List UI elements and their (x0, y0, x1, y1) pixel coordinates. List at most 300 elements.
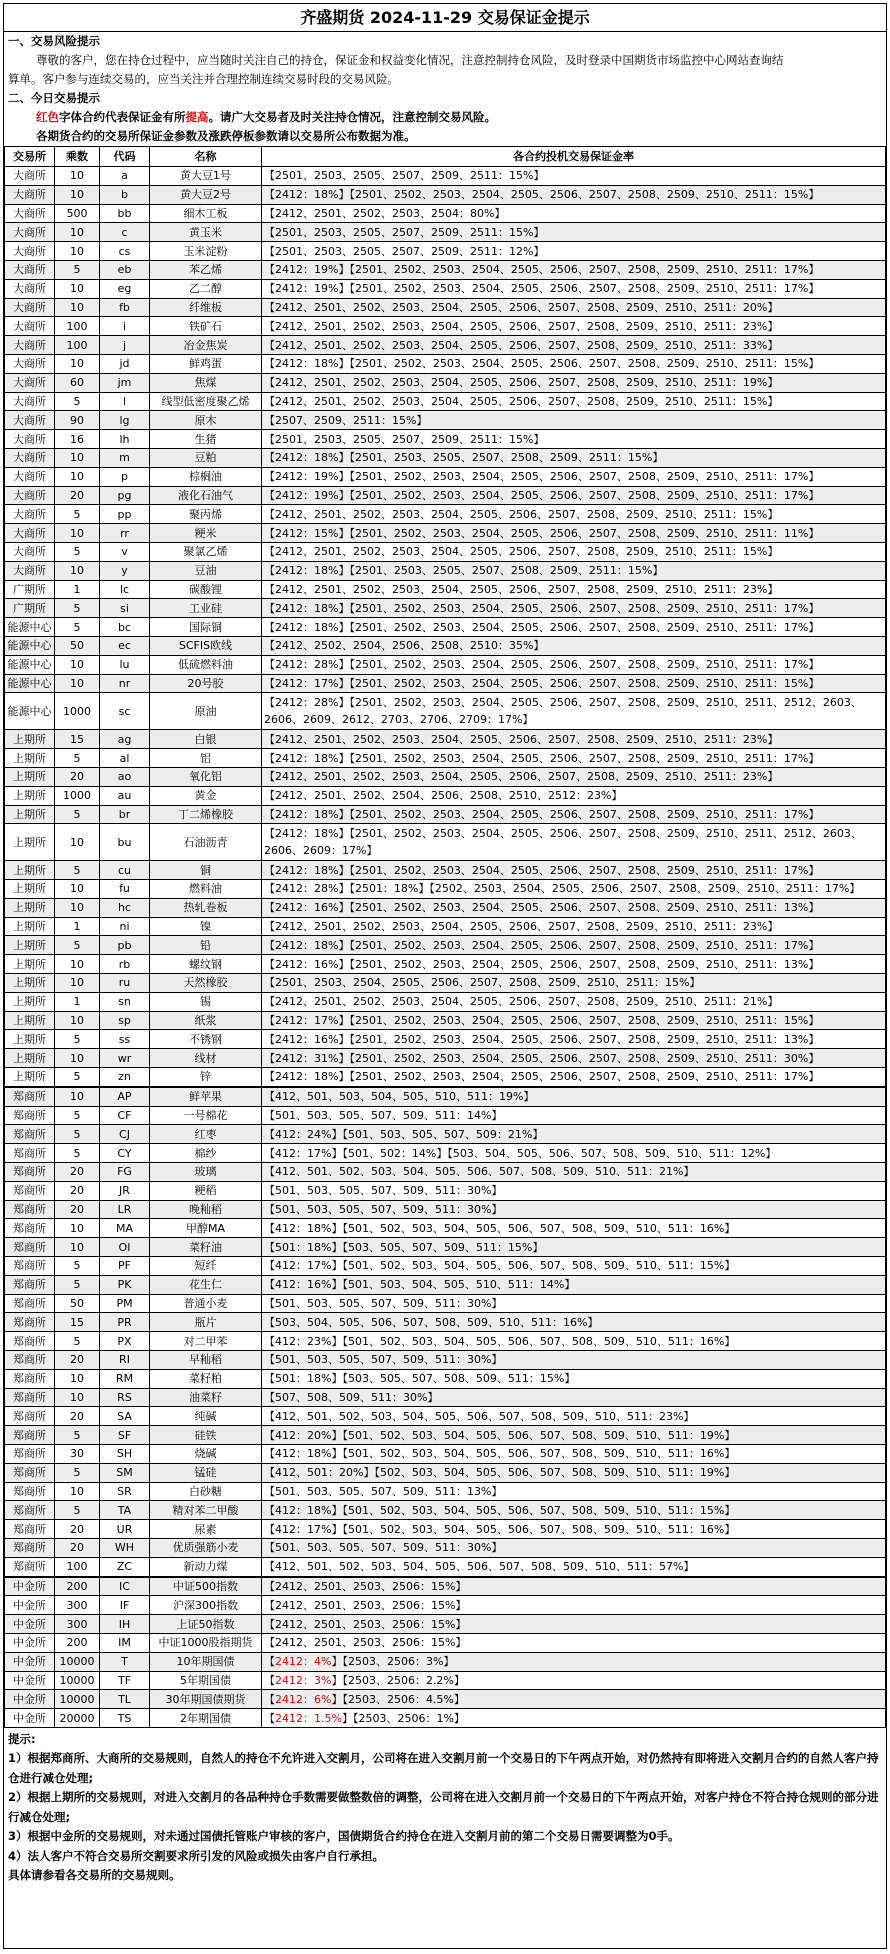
cell-name: 粳米 (150, 524, 262, 543)
cell-name: 锌 (150, 1068, 262, 1087)
cell-name: 原木 (150, 411, 262, 430)
cell-name: 热轧卷板 (150, 898, 262, 917)
cell-exchange: 大商所 (5, 448, 55, 467)
cell-exchange: 上期所 (5, 824, 55, 861)
cell-code: SR (100, 1482, 150, 1501)
cell-code: PR (100, 1313, 150, 1332)
cell-code: SM (100, 1463, 150, 1482)
cell-code: sn (100, 992, 150, 1011)
table-row (5, 1106, 886, 1125)
cell-exchange: 郑商所 (5, 1463, 55, 1482)
cell-multiplier: 10 (55, 898, 100, 917)
cell-multiplier: 16 (55, 430, 100, 449)
cell-multiplier: 20 (55, 1181, 100, 1200)
cell-multiplier: 10 (55, 223, 100, 242)
table-row (5, 1351, 886, 1370)
cell-margin-rate: 【501、503、505、507、509、511：30%】 (262, 1538, 886, 1557)
cell-name: 棉纱 (150, 1144, 262, 1163)
cell-multiplier: 5 (55, 805, 100, 824)
table-row (5, 636, 886, 655)
red-label: 红色 (36, 110, 59, 124)
cell-code: ss (100, 1030, 150, 1049)
cell-margin-rate: 【2412：18%】【2501、2502、2503、2504、2505、2506、2507、2508、2509、2510、2511：17%】 (262, 1068, 886, 1087)
table-row (5, 1463, 886, 1482)
cell-code: bu (100, 824, 150, 861)
cell-name: 铁矿石 (150, 317, 262, 336)
table-row (5, 880, 886, 899)
cell-multiplier: 10 (55, 1369, 100, 1388)
cell-multiplier: 300 (55, 1615, 100, 1634)
cell-exchange: 郑商所 (5, 1407, 55, 1426)
cell-multiplier: 200 (55, 1633, 100, 1652)
cell-multiplier: 5 (55, 1501, 100, 1520)
cell-multiplier: 5 (55, 1106, 100, 1125)
cell-margin-rate: 【2412：4%】【2503、2506：3%】 (262, 1652, 886, 1671)
cell-margin-rate: 【507、508、509、511：30%】 (262, 1388, 886, 1407)
cell-exchange: 郑商所 (5, 1087, 55, 1106)
cell-exchange: 大商所 (5, 505, 55, 524)
cell-code: ao (100, 767, 150, 786)
header-margin-rate: 各合约投机交易保证金率 (262, 147, 886, 167)
cell-margin-rate: 【2412：18%】【2501、2502、2503、2504、2505、2506、2507、2508、2509、2510、2511：17%】 (262, 618, 886, 637)
cell-name: 棕榈油 (150, 467, 262, 486)
cell-exchange: 大商所 (5, 467, 55, 486)
cell-exchange: 能源中心 (5, 674, 55, 693)
today-line-1-end: 。请广大交易者及时关注持仓情况，注意控制交易风险。 (208, 110, 496, 124)
cell-margin-rate: 【412：18%】【501、502、503、504、505、506、507、508、509、510、511：16%】 (262, 1445, 886, 1464)
cell-margin-rate: 【501、503、505、507、509、511：30%】 (262, 1181, 886, 1200)
table-row (5, 786, 886, 805)
cell-name: 10年期国债 (150, 1652, 262, 1671)
cell-multiplier: 5 (55, 1030, 100, 1049)
cell-multiplier: 10 (55, 561, 100, 580)
cell-name: 20号胶 (150, 674, 262, 693)
table-row (5, 618, 886, 637)
cell-margin-rate: 【2412、2501、2503、2506：15%】 (262, 1596, 886, 1615)
cell-code: CY (100, 1144, 150, 1163)
cell-name: 甲醇MA (150, 1219, 262, 1238)
cell-multiplier: 1000 (55, 786, 100, 805)
cell-code: TF (100, 1671, 150, 1690)
cell-name: 5年期国债 (150, 1671, 262, 1690)
cell-name: 原油 (150, 693, 262, 730)
table-row (5, 580, 886, 599)
cell-exchange: 大商所 (5, 524, 55, 543)
cell-multiplier: 5 (55, 1144, 100, 1163)
table-row (5, 1163, 886, 1182)
cell-multiplier: 5 (55, 861, 100, 880)
table-row (5, 674, 886, 693)
cell-multiplier: 5 (55, 392, 100, 411)
tip-5: 具体请参看各交易所的交易规则。 (8, 1868, 181, 1883)
cell-code: OI (100, 1238, 150, 1257)
cell-code: pb (100, 936, 150, 955)
cell-exchange: 郑商所 (5, 1520, 55, 1539)
cell-margin-rate: 【2412、2501、2502、2503、2504、2505、2506、2507、2508、2509、2510、2511：19%】 (262, 373, 886, 392)
table-row (5, 599, 886, 618)
cell-margin-rate: 【2412、2501、2502、2503、2504、2505、2506、2507、2508、2509、2510、2511：21%】 (262, 992, 886, 1011)
today-line-2: 各期货合约的交易所保证金参数及涨跌停板参数请以交易所公布数据为准。 (36, 129, 416, 143)
cell-name: 工业硅 (150, 599, 262, 618)
cell-code: m (100, 448, 150, 467)
cell-code: v (100, 542, 150, 561)
cell-multiplier: 300 (55, 1596, 100, 1615)
cell-multiplier: 5 (55, 1426, 100, 1445)
table-row (5, 1219, 886, 1238)
cell-name: 黄玉米 (150, 223, 262, 242)
cell-margin-rate: 【412、501：20%】【502、503、504、505、506、507、508、509、510、511：19%】 (262, 1463, 886, 1482)
cell-code: ru (100, 974, 150, 993)
cell-multiplier: 30 (55, 1445, 100, 1464)
cell-exchange: 大商所 (5, 279, 55, 298)
table-row (5, 1633, 886, 1652)
cell-multiplier: 10 (55, 279, 100, 298)
cell-name: 一号棉花 (150, 1106, 262, 1125)
cell-exchange: 郑商所 (5, 1388, 55, 1407)
cell-exchange: 大商所 (5, 411, 55, 430)
cell-margin-rate: 【2501、2503、2505、2507、2509、2511：15%】 (262, 167, 886, 186)
cell-exchange: 大商所 (5, 317, 55, 336)
cell-multiplier: 1 (55, 580, 100, 599)
cell-name: 铝 (150, 749, 262, 768)
cell-multiplier: 20 (55, 1351, 100, 1370)
cell-multiplier: 10 (55, 354, 100, 373)
tips-section (4, 1728, 886, 1886)
cell-exchange: 郑商所 (5, 1144, 55, 1163)
cell-exchange: 上期所 (5, 767, 55, 786)
cell-margin-rate: 【412：18%】【501、502、503、504、505、506、507、508、509、510、511：15%】 (262, 1501, 886, 1520)
cell-name: 铅 (150, 936, 262, 955)
cell-name: 聚氯乙烯 (150, 542, 262, 561)
cell-code: si (100, 599, 150, 618)
cell-margin-rate: 【2412：18%】【2501、2502、2503、2504、2505、2506、2507、2508、2509、2510、2511：17%】 (262, 805, 886, 824)
cell-code: lc (100, 580, 150, 599)
cell-exchange: 大商所 (5, 561, 55, 580)
margin-table-body (5, 147, 886, 1728)
cell-name: 黄金 (150, 786, 262, 805)
cell-name: 鲜苹果 (150, 1087, 262, 1106)
cell-code: lg (100, 411, 150, 430)
table-row (5, 448, 886, 467)
cell-name: 粳稻 (150, 1181, 262, 1200)
cell-margin-rate: 【2412：3%】【2503、2506：2.2%】 (262, 1671, 886, 1690)
cell-name: 氧化铝 (150, 767, 262, 786)
cell-code: CF (100, 1106, 150, 1125)
cell-margin-rate: 【501：18%】【503、505、507、508、509、511：15%】 (262, 1369, 886, 1388)
cell-code: jm (100, 373, 150, 392)
cell-multiplier: 5 (55, 542, 100, 561)
cell-name: 晚籼稻 (150, 1200, 262, 1219)
cell-code: SA (100, 1407, 150, 1426)
cell-margin-rate: 【2412、2502、2504、2506、2508、2510：35%】 (262, 636, 886, 655)
cell-name: 早籼稻 (150, 1351, 262, 1370)
cell-code: RM (100, 1369, 150, 1388)
cell-exchange: 上期所 (5, 936, 55, 955)
cell-code: IM (100, 1633, 150, 1652)
cell-margin-rate: 【2412：18%】【2501、2502、2503、2504、2505、2506、2507、2508、2509、2510、2511：17%】 (262, 861, 886, 880)
cell-name: 尿素 (150, 1520, 262, 1539)
cell-exchange: 大商所 (5, 373, 55, 392)
cell-exchange: 大商所 (5, 354, 55, 373)
cell-exchange: 能源中心 (5, 618, 55, 637)
cell-exchange: 郑商所 (5, 1238, 55, 1257)
cell-margin-rate: 【2412、2501、2502、2503、2504、2505、2506、2507、2508、2509、2510、2511：15%】 (262, 542, 886, 561)
cell-multiplier: 20 (55, 767, 100, 786)
cell-exchange: 上期所 (5, 992, 55, 1011)
table-row (5, 167, 886, 186)
cell-multiplier: 10 (55, 1087, 100, 1106)
cell-exchange: 大商所 (5, 223, 55, 242)
cell-exchange: 中金所 (5, 1596, 55, 1615)
cell-margin-rate: 【412：17%】【501、502、503、504、505、506、507、508、509、510、511：16%】 (262, 1520, 886, 1539)
cell-code: lu (100, 655, 150, 674)
table-row (5, 1615, 886, 1634)
cell-code: PX (100, 1332, 150, 1351)
risk-line-1: 尊敬的客户，您在持仓过程中，应当随时关注自己的持仓，保证金和权益变化情况，注意控制持仓风险，及时登录中国期货市场监控中心网站查询结 (36, 53, 784, 67)
cell-multiplier: 20 (55, 1520, 100, 1539)
cell-code: lh (100, 430, 150, 449)
cell-exchange: 大商所 (5, 167, 55, 186)
cell-margin-rate: 【2501、2503、2505、2507、2509、2511：15%】 (262, 223, 886, 242)
cell-margin-rate: 【2412：16%】【2501、2502、2503、2504、2505、2506、2507、2508、2509、2510、2511：13%】 (262, 1030, 886, 1049)
raise-label: 提高 (185, 110, 209, 124)
tip-2: 2）根据上期所的交易规则，对进入交割月的各品种持仓手数需要做整数倍的调整，公司将在进入交割月前一个交易日的下午两点开始，对客户持仓不符合持仓规则的部分进行减仓处理; (8, 1790, 879, 1824)
cell-code: pp (100, 505, 150, 524)
cell-multiplier: 5 (55, 260, 100, 279)
cell-name: 纸浆 (150, 1011, 262, 1030)
cell-exchange: 郑商所 (5, 1106, 55, 1125)
header-code: 代码 (100, 147, 150, 167)
cell-name: 鲜鸡蛋 (150, 354, 262, 373)
table-row (5, 1426, 886, 1445)
cell-multiplier: 20 (55, 1538, 100, 1557)
tips-heading: 提示: (8, 1731, 36, 1746)
cell-name: 沪深300指数 (150, 1596, 262, 1615)
cell-code: b (100, 185, 150, 204)
table-row (5, 336, 886, 355)
cell-margin-rate: 【412、501、502、503、504、505、506、507、508、509、510、511：23%】 (262, 1407, 886, 1426)
cell-code: IF (100, 1596, 150, 1615)
cell-name: 白砂糖 (150, 1482, 262, 1501)
cell-margin-rate: 【501、503、505、507、509、511：30%】 (262, 1294, 886, 1313)
margin-table (4, 146, 886, 1728)
table-row (5, 1087, 886, 1106)
cell-exchange: 郑商所 (5, 1501, 55, 1520)
cell-exchange: 中金所 (5, 1615, 55, 1634)
raised-margin-segment: 2412：1.5% (275, 1711, 342, 1725)
cell-name: 不锈钢 (150, 1030, 262, 1049)
table-row (5, 749, 886, 768)
cell-multiplier: 500 (55, 204, 100, 223)
table-row (5, 1652, 886, 1671)
cell-multiplier: 5 (55, 618, 100, 637)
cell-margin-rate: 【412：18%】【501、502、503、504、505、506、507、508、509、510、511：16%】 (262, 1219, 886, 1238)
cell-code: eg (100, 279, 150, 298)
cell-multiplier: 10 (55, 824, 100, 861)
cell-code: UR (100, 1520, 150, 1539)
cell-margin-rate: 【412、501、502、503、504、505、506、507、508、509、510、511：57%】 (262, 1557, 886, 1576)
cell-name: 2年期国债 (150, 1709, 262, 1728)
cell-code: cu (100, 861, 150, 880)
cell-name: 丁二烯橡胶 (150, 805, 262, 824)
cell-multiplier: 10 (55, 242, 100, 261)
table-row (5, 411, 886, 430)
table-row (5, 767, 886, 786)
cell-name: 冶金焦炭 (150, 336, 262, 355)
cell-multiplier: 10 (55, 974, 100, 993)
table-row (5, 354, 886, 373)
cell-name: 30年期国债期货 (150, 1690, 262, 1709)
cell-name: 普通小麦 (150, 1294, 262, 1313)
cell-multiplier: 10 (55, 467, 100, 486)
table-row (5, 467, 886, 486)
cell-multiplier: 10 (55, 298, 100, 317)
table-row (5, 1596, 886, 1615)
cell-name: 硅铁 (150, 1426, 262, 1445)
cell-name: 线型低密度聚乙烯 (150, 392, 262, 411)
table-row (5, 317, 886, 336)
cell-multiplier: 5 (55, 749, 100, 768)
cell-margin-rate: 【2412、2501、2502、2503、2504、2505、2506、2507、2508、2509、2510、2511：15%】 (262, 505, 886, 524)
cell-name: 精对苯二甲酸 (150, 1501, 262, 1520)
cell-exchange: 上期所 (5, 917, 55, 936)
cell-margin-rate: 【2412：16%】【2501、2502、2503、2504、2505、2506、2507、2508、2509、2510、2511：13%】 (262, 898, 886, 917)
cell-multiplier: 90 (55, 411, 100, 430)
cell-exchange: 广期所 (5, 580, 55, 599)
cell-name: 烧碱 (150, 1445, 262, 1464)
cell-code: jd (100, 354, 150, 373)
table-row (5, 1313, 886, 1332)
cell-name: 液化石油气 (150, 486, 262, 505)
cell-name: 豆油 (150, 561, 262, 580)
cell-multiplier: 20000 (55, 1709, 100, 1728)
cell-margin-rate: 【2412、2501、2502、2504、2506、2508、2510、2512：23%】 (262, 786, 886, 805)
table-row (5, 260, 886, 279)
header-exchange: 交易所 (5, 147, 55, 167)
table-row (5, 1388, 886, 1407)
cell-multiplier: 60 (55, 373, 100, 392)
cell-name: 纤维板 (150, 298, 262, 317)
header-name: 名称 (150, 147, 262, 167)
cell-margin-rate: 【412、501、503、504、505、510、511：19%】 (262, 1087, 886, 1106)
cell-multiplier: 15 (55, 730, 100, 749)
cell-exchange: 郑商所 (5, 1482, 55, 1501)
cell-exchange: 大商所 (5, 486, 55, 505)
cell-exchange: 郑商所 (5, 1369, 55, 1388)
cell-margin-rate: 【2412：28%】【2501、2502、2503、2504、2505、2506、2507、2508、2509、2510、2511：17%】 (262, 655, 886, 674)
table-row (5, 1709, 886, 1728)
cell-name: 石油沥青 (150, 824, 262, 861)
cell-exchange: 中金所 (5, 1652, 55, 1671)
cell-multiplier: 10 (55, 1238, 100, 1257)
table-row (5, 1011, 886, 1030)
cell-exchange: 中金所 (5, 1690, 55, 1709)
cell-exchange: 上期所 (5, 1049, 55, 1068)
cell-exchange: 郑商所 (5, 1332, 55, 1351)
cell-margin-rate: 【501、503、505、507、509、511：13%】 (262, 1482, 886, 1501)
cell-code: WH (100, 1538, 150, 1557)
cell-margin-rate: 【2412、2501、2503、2506：15%】 (262, 1615, 886, 1634)
cell-code: eb (100, 260, 150, 279)
cell-multiplier: 10000 (55, 1690, 100, 1709)
cell-code: TA (100, 1501, 150, 1520)
cell-multiplier: 100 (55, 336, 100, 355)
cell-multiplier: 1 (55, 992, 100, 1011)
tip-1: 1）根据郑商所、大商所的交易规则，自然人的持仓不允许进入交割月，公司将在进入交割月前一个交易日的下午两点开始，对仍然持有即将进入交割月合约的自然人客户持仓进行减仓处理; (8, 1751, 879, 1785)
cell-margin-rate: 【412：24%】【501、503、505、507、509：21%】 (262, 1125, 886, 1144)
cell-margin-rate: 【2412、2501、2502、2503、2504、2505、2506、2507、2508、2509、2510、2511：23%】 (262, 767, 886, 786)
cell-name: 短纤 (150, 1257, 262, 1276)
cell-code: ag (100, 730, 150, 749)
cell-margin-rate: 【412：23%】【501、502、503、504、505、506、507、508、509、510、511：16%】 (262, 1332, 886, 1351)
table-row (5, 898, 886, 917)
cell-multiplier: 5 (55, 1332, 100, 1351)
cell-exchange: 郑商所 (5, 1538, 55, 1557)
cell-name: SCFIS欧线 (150, 636, 262, 655)
cell-exchange: 上期所 (5, 749, 55, 768)
header-multiplier: 乘数 (55, 147, 100, 167)
cell-multiplier: 20 (55, 486, 100, 505)
table-row (5, 1577, 886, 1596)
cell-exchange: 郑商所 (5, 1557, 55, 1576)
cell-multiplier: 10 (55, 1388, 100, 1407)
cell-code: LR (100, 1200, 150, 1219)
table-row (5, 542, 886, 561)
cell-name: 燃料油 (150, 880, 262, 899)
cell-code: IC (100, 1577, 150, 1596)
cell-code: c (100, 223, 150, 242)
cell-margin-rate: 【2412：17%】【2501、2502、2503、2504、2505、2506、2507、2508、2509、2510、2511：15%】 (262, 1011, 886, 1030)
cell-margin-rate: 【2412：18%】【2501、2502、2503、2504、2505、2506、2507、2508、2509、2510、2511：17%】 (262, 749, 886, 768)
cell-multiplier: 50 (55, 636, 100, 655)
page-title: 齐盛期货 2024-11-29 交易保证金提示 (4, 4, 886, 32)
cell-multiplier: 5 (55, 1275, 100, 1294)
cell-margin-rate: 【2412、2501、2502、2503、2504、2505、2506、2507、2508、2509、2510、2511：23%】 (262, 317, 886, 336)
table-row (5, 1445, 886, 1464)
table-row (5, 1557, 886, 1576)
cell-margin-rate: 【2412、2501、2502、2503、2504、2505、2506、2507、2508、2509、2510、2511：33%】 (262, 336, 886, 355)
cell-exchange: 郑商所 (5, 1313, 55, 1332)
cell-multiplier: 10 (55, 880, 100, 899)
table-header-row (5, 147, 886, 167)
cell-multiplier: 100 (55, 317, 100, 336)
cell-exchange: 大商所 (5, 185, 55, 204)
cell-exchange: 大商所 (5, 204, 55, 223)
cell-name: 菜籽粕 (150, 1369, 262, 1388)
cell-name: 碳酸锂 (150, 580, 262, 599)
cell-exchange: 大商所 (5, 430, 55, 449)
cell-code: sc (100, 693, 150, 730)
cell-name: 国际铜 (150, 618, 262, 637)
cell-exchange: 郑商所 (5, 1163, 55, 1182)
cell-exchange: 郑商所 (5, 1181, 55, 1200)
cell-margin-rate: 【2412：28%】【2501、2502、2503、2504、2505、2506、2507、2508、2509、2510、2511、2512、2603、2606、2609、2612、2703、2706、2709：17%】 (262, 693, 886, 730)
raised-margin-segment: 2412：3% (275, 1673, 332, 1687)
table-row (5, 486, 886, 505)
cell-margin-rate: 【2412：18%】【2501、2502、2503、2504、2505、2506、2507、2508、2509、2510、2511：17%】 (262, 936, 886, 955)
cell-multiplier: 1 (55, 917, 100, 936)
cell-code: rr (100, 524, 150, 543)
cell-margin-rate: 【2412：18%】【2501、2502、2503、2504、2505、2506、2507、2508、2509、2510、2511：17%】 (262, 599, 886, 618)
cell-name: 白银 (150, 730, 262, 749)
cell-code: PF (100, 1257, 150, 1276)
cell-name: 线材 (150, 1049, 262, 1068)
cell-exchange: 大商所 (5, 392, 55, 411)
cell-name: 对二甲苯 (150, 1332, 262, 1351)
cell-exchange: 郑商所 (5, 1426, 55, 1445)
cell-multiplier: 5 (55, 936, 100, 955)
cell-multiplier: 5 (55, 599, 100, 618)
